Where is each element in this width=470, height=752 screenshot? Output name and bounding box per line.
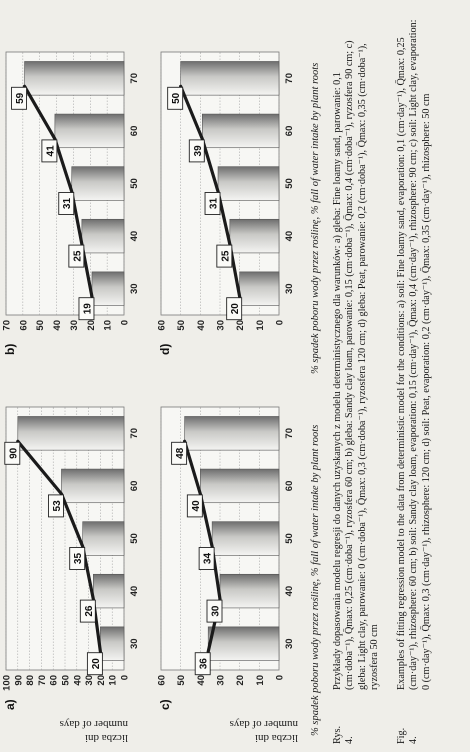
panel-a — [0, 392, 150, 712]
y-tick-label: 80 — [25, 675, 37, 686]
y-tick-label: 50 — [35, 320, 47, 331]
y-label-pl-top: liczba dni — [84, 732, 128, 744]
y-tick-label: 100 — [1, 675, 13, 691]
bar — [200, 469, 279, 503]
y-tick-label: 10 — [254, 675, 266, 686]
bar — [18, 416, 124, 450]
x-tick-label: 60 — [284, 480, 295, 492]
data-label: 31 — [208, 197, 220, 210]
bar — [181, 61, 279, 95]
data-label: 31 — [62, 197, 74, 210]
y-tick-label: 70 — [1, 320, 13, 331]
panel-label: c) — [158, 699, 172, 710]
panel-label: b) — [3, 343, 17, 355]
y-tick-label: 30 — [215, 675, 227, 686]
y-tick-label: 20 — [235, 320, 247, 331]
x-tick-label: 30 — [129, 638, 140, 649]
bar — [230, 219, 279, 253]
data-label: 50 — [171, 92, 183, 104]
x-tick-label: 70 — [284, 428, 295, 439]
data-label: 30 — [210, 605, 222, 617]
y-tick-label: 60 — [156, 320, 168, 331]
data-label: 41 — [45, 145, 57, 157]
data-label: 36 — [198, 658, 210, 670]
x-tick-label: 60 — [129, 480, 140, 492]
y-tick-label: 0 — [274, 320, 286, 326]
bar — [55, 114, 124, 148]
data-label: 25 — [220, 250, 232, 262]
data-label: 20 — [230, 303, 242, 315]
x-tick-label: 40 — [129, 230, 140, 242]
bar — [61, 469, 124, 503]
x-tick-label: 70 — [129, 428, 140, 439]
y-tick-label: 0 — [274, 675, 286, 681]
y-label-en-top: number of days — [59, 718, 128, 730]
y-tick-label: 70 — [36, 675, 48, 686]
bar — [240, 272, 279, 306]
caption-rys4-text: Przykłady dopasowania modelu regresji do danych uzyskanych z modelu deterministycznego dla warunków: a) gleba: Fine loamy sand, parowanie: 0,1 (cm·doba⁻¹), Q̄max: 0,25 (cm·doba⁻¹), ryzosfera 60 cm; b) gleba: Sandy clay loam, parowanie: 0,15 (cm·doba⁻¹), Q̄max: 0,4 (cm·doba⁻¹), ryzosfera 90 cm; c) gleba: Light clay, parowanie: 0 (cm·doba⁻¹), Q̄max: 0,3 (cm·doba⁻¹), ryzosfera 120 cm; d) gleba: Peat, parowanie: 0,2 (cm·doba⁻¹), Q̄max: 0,35 (cm·doba⁻¹), ryzosfera 50 cm — [332, 40, 381, 690]
bar — [25, 61, 124, 95]
data-label: 90 — [8, 447, 20, 459]
y-tick-label: 50 — [176, 320, 188, 331]
y-tick-label: 40 — [72, 675, 84, 686]
bar — [82, 219, 124, 253]
bar — [100, 627, 124, 661]
y-label-en-bottom: number of days — [229, 718, 298, 730]
data-label: 25 — [72, 250, 84, 262]
x-tick-label: 30 — [284, 283, 295, 294]
data-label: 19 — [82, 303, 94, 315]
x-tick-label: 60 — [284, 125, 295, 137]
y-tick-label: 30 — [84, 675, 96, 686]
y-tick-label: 20 — [85, 320, 97, 331]
data-label: 26 — [83, 605, 95, 617]
y-tick-label: 50 — [176, 675, 188, 686]
x-tick-label: 70 — [129, 73, 140, 84]
bar — [218, 167, 279, 201]
y-tick-label: 10 — [102, 320, 114, 331]
x-tick-label: 60 — [129, 125, 140, 137]
y-tick-label: 30 — [215, 320, 227, 331]
y-tick-label: 0 — [119, 320, 131, 326]
x-tick-label: 50 — [284, 178, 295, 189]
x-tick-label: 40 — [129, 585, 140, 597]
panel-d — [155, 37, 305, 357]
panel-label: d) — [158, 343, 172, 355]
data-label: 48 — [175, 447, 187, 459]
x-tick-label: 40 — [284, 230, 295, 242]
y-tick-label: 20 — [95, 675, 107, 686]
y-tick-label: 20 — [235, 675, 247, 686]
bar — [93, 574, 124, 608]
x-axis-caption-left: % spadek poboru wody przez roślinę, % fall of water intake by plant roots — [310, 424, 321, 736]
y-tick-label: 40 — [195, 675, 207, 686]
y-tick-label: 50 — [60, 675, 72, 686]
bar — [72, 167, 124, 201]
x-tick-label: 50 — [129, 178, 140, 189]
data-label: 40 — [190, 500, 202, 512]
x-tick-label: 30 — [284, 638, 295, 649]
y-tick-label: 40 — [195, 320, 207, 331]
x-tick-label: 50 — [284, 533, 295, 544]
data-label: 20 — [90, 658, 102, 670]
bar — [92, 272, 124, 306]
y-tick-label: 10 — [107, 675, 119, 686]
x-tick-label: 40 — [284, 585, 295, 597]
bar — [208, 627, 279, 661]
x-tick-label: 50 — [129, 533, 140, 544]
y-tick-label: 60 — [156, 675, 168, 686]
bar — [83, 522, 124, 556]
y-tick-label: 90 — [13, 675, 25, 686]
data-label: 59 — [15, 92, 27, 104]
x-tick-label: 70 — [284, 73, 295, 84]
bar — [202, 114, 279, 148]
bar — [212, 522, 279, 556]
y-tick-label: 60 — [18, 320, 30, 331]
data-label: 34 — [202, 552, 214, 565]
caption-fig4-text: Examples of fitting regression model to the data from deterministic model for the conditions: a) soil: Fine loamy sand, evaporation: 0,1 (cm·day⁻¹), Q̄max: 0,25 (cm·day⁻¹), rhizosphere: 60 cm; b) soil: Sandy clay loam, evaporation: 0,15 (cm·day⁻¹), Q̄max: 0,4 (cm·day⁻¹), rhizosphere: 90 cm; c) soil: Light clay, evaporation: 0 (cm·day⁻¹), Q̄max: 0,3 (cm·day⁻¹), rhizosphere: 120 cm; d) soil: Peat, evaporation: 0,2 (cm·day⁻¹), Q̄max: 0,35 (cm·day⁻¹), rhizosphere: 50 cm — [396, 19, 432, 690]
data-label: 39 — [192, 145, 204, 157]
panel-b — [0, 37, 150, 357]
y-tick-label: 10 — [254, 320, 266, 331]
bar — [220, 574, 279, 608]
panel-label: a) — [3, 699, 17, 710]
y-tick-label: 40 — [52, 320, 64, 331]
y-tick-label: 0 — [119, 675, 131, 681]
y-tick-label: 30 — [68, 320, 80, 331]
y-label-pl-bottom: liczba dni — [254, 732, 298, 744]
x-tick-label: 30 — [129, 283, 140, 294]
data-label: 35 — [73, 552, 85, 565]
panel-c — [155, 392, 305, 712]
x-axis-caption-right: % spadek poboru wody przez roślinę, % fall of water intake by plant roots — [310, 62, 321, 374]
caption-rys4-label: Rys. 4. — [332, 726, 356, 744]
caption-fig4-label: Fig. 4. — [396, 727, 420, 744]
y-tick-label: 60 — [48, 675, 60, 686]
bar — [185, 416, 279, 450]
data-label: 53 — [51, 500, 63, 512]
